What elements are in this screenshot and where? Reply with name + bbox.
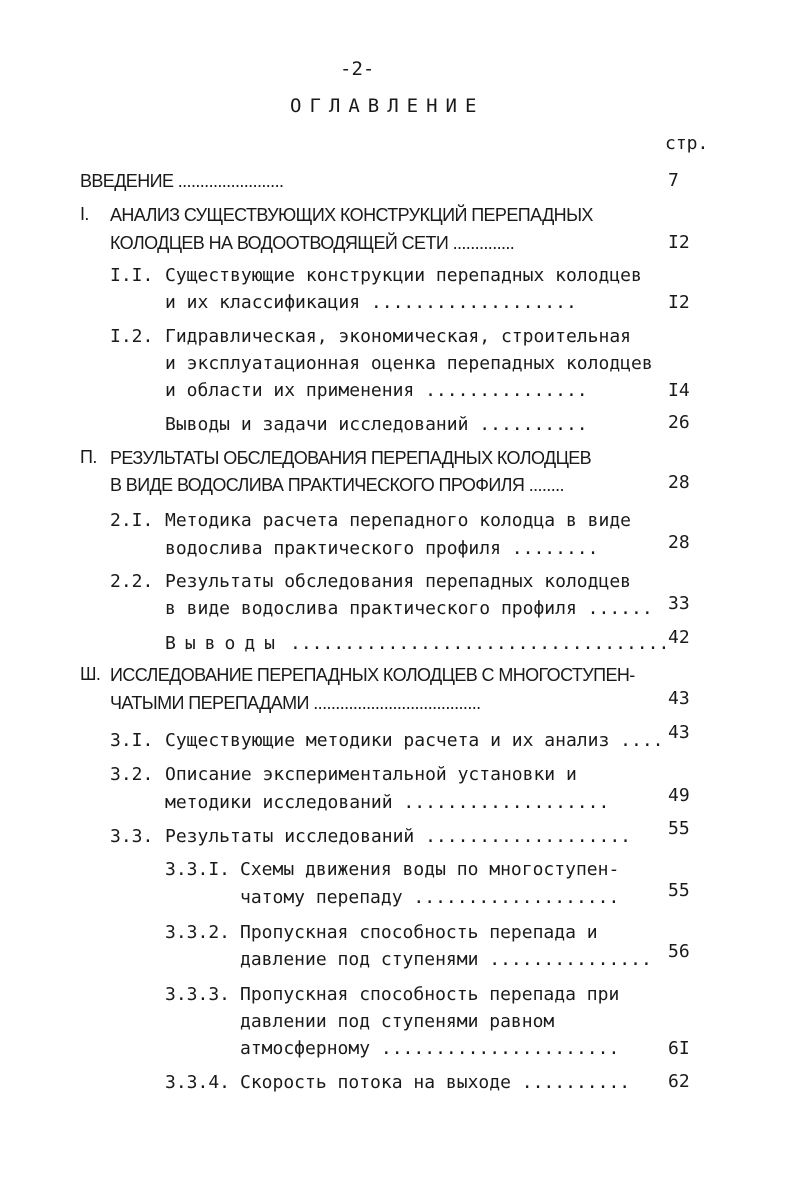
- toc-entry-text: и эксплуатационная оценка перепадных колодцев: [165, 353, 653, 374]
- toc-entry-number: 3.3.I.: [165, 859, 231, 880]
- toc-entry-text: Методика расчета перепадного колодца в виде: [165, 510, 631, 531]
- toc-entry-page: 62: [668, 1071, 690, 1092]
- toc-entry-page: I2: [668, 292, 690, 313]
- toc-entry-number: П.: [80, 447, 97, 467]
- toc-entry-text: Скорость потока на выходе ..........: [240, 1072, 631, 1093]
- toc-entry-text: ИССЛЕДОВАНИЕ ПЕРЕПАДНЫХ КОЛОДЦЕВ С МНОГОСТУПЕН-: [110, 665, 635, 685]
- toc-entry-text: КОЛОДЦЕВ НА ВОДООТВОДЯЩЕЙ СЕТИ ..............: [110, 233, 515, 253]
- toc-entry-number: 3.I.: [110, 730, 154, 751]
- toc-entry-text: Результаты исследований ...................: [165, 826, 631, 847]
- toc-entry-text: Описание экспериментальной установки и: [165, 764, 577, 785]
- page-column-label: стр.: [665, 133, 709, 154]
- toc-entry-text: Пропускная способность перепада и: [240, 922, 598, 943]
- toc-entry-text: атмосферному ......................: [240, 1038, 620, 1059]
- toc-entry-page: 43: [668, 722, 690, 743]
- toc-entry-page: 26: [668, 412, 690, 433]
- toc-entry-number: 3.3.: [110, 826, 154, 847]
- toc-entry-number: 3.3.2.: [165, 922, 231, 943]
- toc-entry-number: Ш.: [80, 664, 101, 684]
- toc-entry-page: 42: [668, 627, 690, 648]
- toc-entry-page: 33: [668, 593, 690, 614]
- toc-entry-number: I.I.: [110, 265, 154, 286]
- toc-entry-page: 56: [668, 941, 690, 962]
- toc-entry-page: 6I: [668, 1038, 690, 1059]
- toc-entry-leader: ...................................: [290, 633, 670, 654]
- toc-entry-page: 55: [668, 880, 690, 901]
- toc-entry-number: I.2.: [110, 326, 154, 347]
- toc-entry-text: Гидравлическая, экономическая, строительная: [165, 326, 631, 347]
- toc-entry-page: I2: [668, 232, 690, 253]
- toc-entry-text: Схемы движения воды по многоступен-: [240, 859, 620, 880]
- toc-entry-text: и области их применения ...............: [165, 380, 588, 401]
- toc-entry-number: 2.2.: [110, 571, 154, 592]
- toc-entry-page: 28: [668, 472, 690, 493]
- toc-entry-text: давление под ступенями ...............: [240, 949, 652, 970]
- toc-entry-number: 3.3.4.: [165, 1072, 231, 1093]
- toc-entry-number: 3.2.: [110, 764, 154, 785]
- toc-entry-text: чатому перепаду ...................: [240, 887, 620, 908]
- toc-entry-text: в виде водослива практического профиля ......: [165, 598, 653, 619]
- toc-entry-text: Выводы и задачи исследований ..........: [165, 414, 588, 435]
- toc-entry-text: давлении под ступенями равном: [240, 1011, 555, 1032]
- page-number: -2-: [340, 58, 375, 80]
- toc-entry-page: I4: [668, 380, 690, 401]
- toc-entry-page: 28: [668, 532, 690, 553]
- toc-entry-text: водослива практического профиля ........: [165, 538, 599, 559]
- toc-entry-text: РЕЗУЛЬТАТЫ ОБСЛЕДОВАНИЯ ПЕРЕПАДНЫХ КОЛОДЦЕВ: [110, 448, 592, 468]
- toc-entry-text: Существующие методики расчета и их анализ ....: [165, 730, 664, 751]
- page-title: ОГЛАВЛЕНИЕ: [290, 95, 485, 117]
- toc-entry-number: I.: [80, 204, 89, 224]
- toc-entry-page: 49: [668, 785, 690, 806]
- toc-entry-text: методики исследований ...................: [165, 792, 610, 813]
- toc-entry-text: Существующие конструкции перепадных колодцев: [165, 265, 642, 286]
- toc-entry-text: Пропускная способность перепада при: [240, 984, 620, 1005]
- toc-entry-number: 2.I.: [110, 510, 154, 531]
- toc-entry-number: 3.3.3.: [165, 984, 231, 1005]
- toc-entry-text: ВВЕДЕНИЕ ........................: [80, 171, 284, 191]
- toc-entry-page: 7: [668, 170, 679, 191]
- toc-entry-text: ЧАТЫМИ ПЕРЕПАДАМИ ......................................: [110, 693, 481, 713]
- toc-entry-text: и их классификация ...................: [165, 292, 577, 313]
- toc-entry-page: 55: [668, 818, 690, 839]
- toc-entry-page: 43: [668, 688, 690, 709]
- toc-entry-text: АНАЛИЗ СУЩЕСТВУЮЩИХ КОНСТРУКЦИЙ ПЕРЕПАДНЫХ: [110, 205, 593, 225]
- toc-entry-text: В ВИДЕ ВОДОСЛИВА ПРАКТИЧЕСКОГО ПРОФИЛЯ ........: [110, 475, 564, 495]
- toc-entry-text: Результаты обследования перепадных колодцев: [165, 571, 631, 592]
- toc-entry-text: Выводы: [165, 633, 285, 654]
